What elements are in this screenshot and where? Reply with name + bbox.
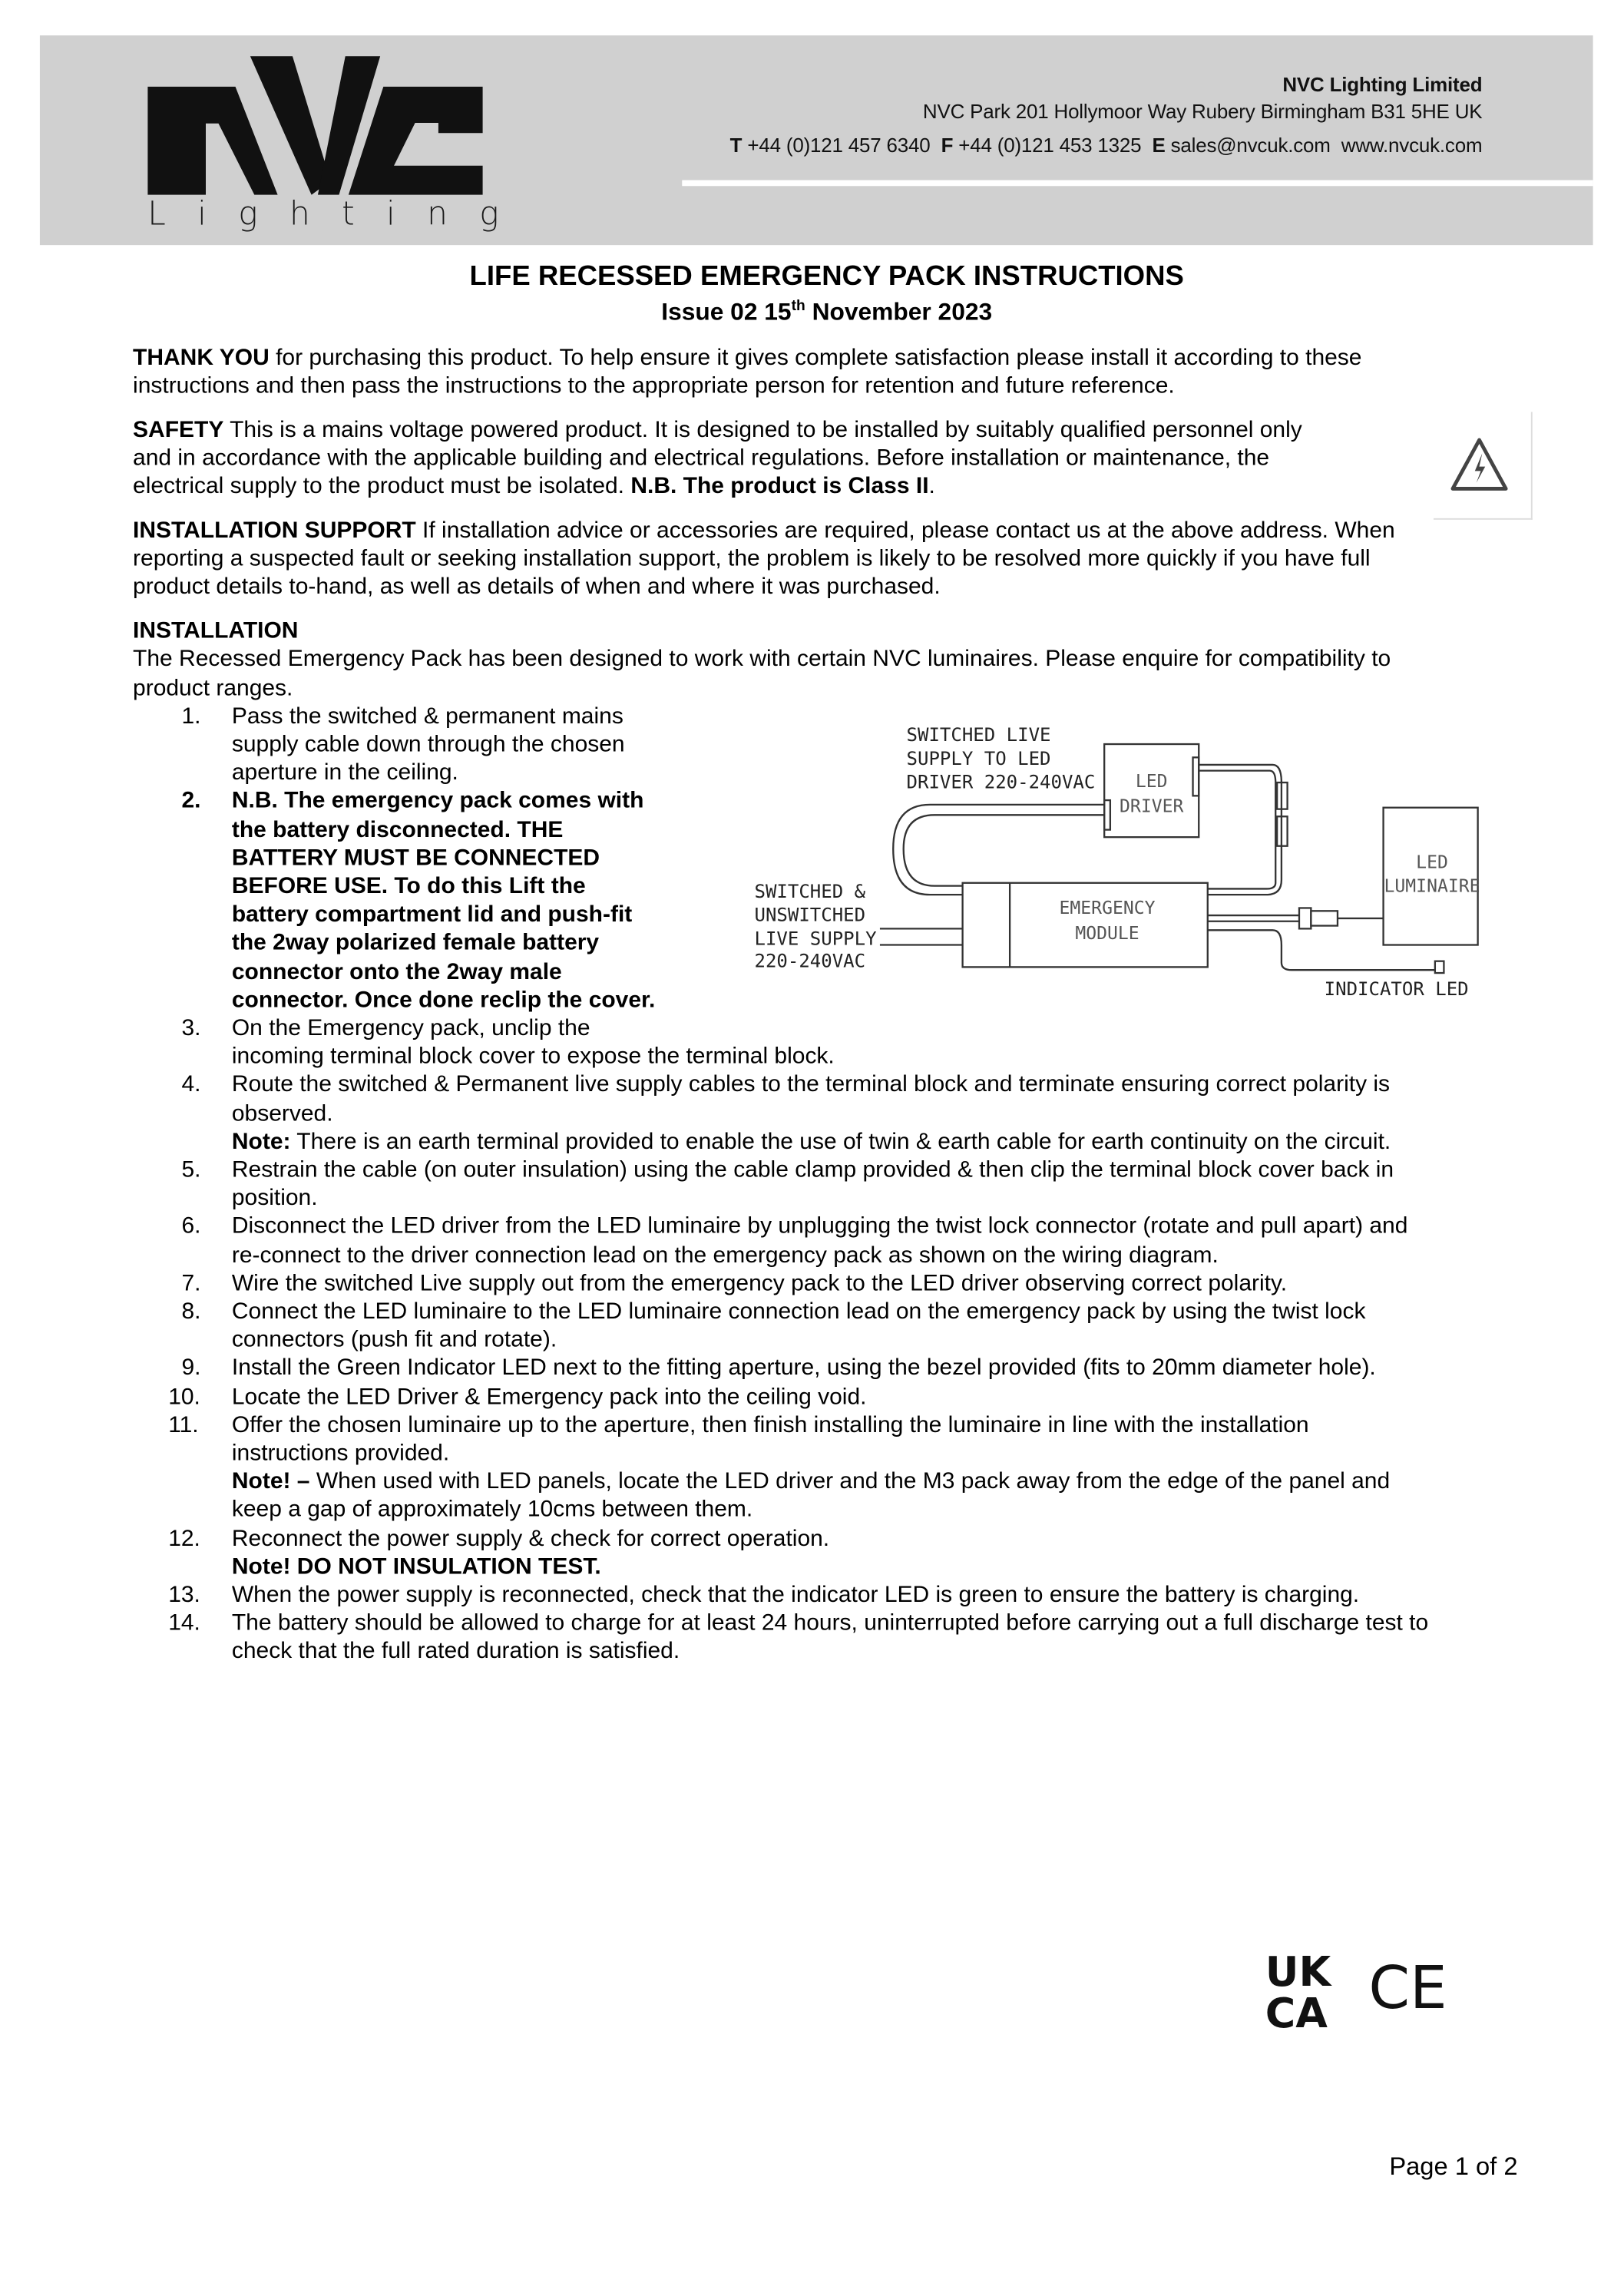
- luminaire-box-label: LUMINAIRE: [1384, 876, 1480, 897]
- safety-paragraph: [133, 416, 1550, 501]
- text-line: [232, 1553, 1550, 1581]
- step-number: 11.: [168, 1412, 199, 1438]
- driver-box-label: DRIVER: [1120, 796, 1184, 817]
- step-item: [133, 1411, 1550, 1525]
- text-line: [133, 574, 1550, 602]
- diagram-label: LIVE SUPPLY: [754, 928, 877, 950]
- company-contact: [730, 134, 1483, 157]
- bold-text: INSTALLATION SUPPORT: [133, 518, 416, 544]
- body-text: product details to-hand, as well as details of when and where it was purchased.: [133, 574, 941, 600]
- step-item: [133, 1610, 1550, 1666]
- body-text: aperture in the ceiling.: [231, 760, 458, 786]
- step-number: 4.: [181, 1072, 201, 1098]
- text-line: [232, 1213, 1550, 1241]
- bold-text: Note! DO NOT INSULATION TEST.: [231, 1554, 601, 1580]
- body-text: On the Emergency pack, unclip the: [231, 1015, 590, 1041]
- document-title: LIFE RECESSED EMERGENCY PACK INSTRUCTIONS: [469, 261, 1184, 293]
- text-line: [232, 1156, 1550, 1184]
- company-address: NVC Park 201 Hollymoor Way Rubery Birmingham B31 5HE UK: [922, 100, 1483, 123]
- text-line: [133, 646, 1550, 674]
- text-line: [232, 1610, 1550, 1638]
- body-text: electrical supply to the product must be isolated.: [133, 474, 631, 500]
- body-text: Offer the chosen luminaire up to the aperture, then finish installing the luminaire in line with the installation: [231, 1412, 1309, 1438]
- diagram-label: DRIVER 220-240VAC: [906, 771, 1096, 793]
- step-item: [133, 1355, 1550, 1383]
- text-line: [232, 1411, 1550, 1440]
- diagram-label: 220-240VAC: [754, 950, 866, 972]
- diagram-label: UNSWITCHED: [754, 904, 866, 926]
- body-text: Disconnect the LED driver from the LED luminaire by unplugging the twist lock connector (rotate and pull apart) and: [231, 1214, 1408, 1239]
- phone-label: T: [729, 134, 743, 157]
- text-line: [232, 1269, 1550, 1298]
- text-line: [232, 1355, 1550, 1383]
- body-text: There is an earth terminal provided to enable the use of twin & earth cable for earth continuity on the circuit.: [290, 1129, 1391, 1155]
- step-item: [133, 1269, 1550, 1298]
- text-line: [133, 517, 1550, 545]
- text-line: [232, 1440, 1550, 1468]
- body-text: and in accordance with the applicable building and electrical regulations. Before installation or maintenance, the: [133, 445, 1270, 471]
- text-line: [133, 545, 1550, 574]
- body-text: Install the Green Indicator LED next to the fitting aperture, using the bezel provided (fits to 20mm diameter hole).: [231, 1355, 1376, 1381]
- body-text: Reconnect the power supply & check for correct operation.: [231, 1526, 830, 1552]
- body-text: for purchasing this product. To help ensure it gives complete satisfaction please install it according to these: [269, 345, 1362, 371]
- bold-text: Note:: [231, 1129, 291, 1155]
- thank-you-paragraph: [133, 344, 1550, 401]
- ukca-mark-bottom: CA: [1265, 1988, 1328, 2035]
- step-item: [133, 1156, 1550, 1213]
- body-text: Locate the LED Driver & Emergency pack into the ceiling void.: [231, 1384, 867, 1410]
- luminaire-box-label: LED: [1416, 852, 1448, 873]
- body-text: If installation advice or accessories are required, please contact us at the above address. When: [415, 518, 1395, 544]
- issue-sup: th: [791, 298, 805, 315]
- bold-text: N.B. The product is Class II: [630, 474, 929, 500]
- body-text: keep a gap of approximately 10cms between them.: [231, 1497, 753, 1523]
- text-line: [232, 1468, 1550, 1497]
- issue-date: [0, 298, 1624, 326]
- body-text: The battery should be allowed to charge for at least 24 hours, uninterrupted before carrying out a full discharge test to: [231, 1611, 1429, 1636]
- text-line: [133, 372, 1550, 401]
- text-line: [232, 1383, 1550, 1411]
- installation-support-paragraph: [133, 517, 1550, 602]
- wiring-diagram: [738, 709, 1506, 1019]
- body-text: When used with LED panels, locate the LED driver and the M3 pack away from the edge of the panel and: [309, 1469, 1391, 1495]
- step-number: 12.: [168, 1526, 200, 1552]
- step-number: 1.: [181, 703, 201, 729]
- body-text: Restrain the cable (on outer insulation) using the cable clamp provided & then clip the terminal block cover back in: [231, 1157, 1394, 1183]
- intro-section: [133, 344, 1550, 703]
- body-text: incoming terminal block cover to expose the terminal block.: [231, 1044, 835, 1070]
- header-divider: [682, 180, 1593, 187]
- body-text: check that the full rated duration is satisfied.: [231, 1639, 680, 1665]
- diagram-label: SWITCHED LIVE: [906, 724, 1051, 746]
- step-number: 14.: [168, 1611, 200, 1636]
- step-number: 7.: [181, 1271, 201, 1296]
- indicator-led-label: INDICATOR LED: [1324, 978, 1469, 1000]
- bold-text: BATTERY MUST BE CONNECTED: [231, 845, 600, 871]
- step-number: 9.: [181, 1355, 201, 1381]
- step-number: 10.: [168, 1384, 200, 1410]
- text-line: [232, 1298, 1550, 1326]
- fax-number: +44 (0)121 453 1325: [958, 134, 1142, 157]
- body-text: This is a mains voltage powered product. It is designed to be installed by suitably qualified personnel only: [223, 417, 1302, 443]
- issue-prefix: Issue 02 15: [661, 299, 792, 326]
- module-box-label: MODULE: [1075, 923, 1139, 944]
- step-item: [133, 1298, 1550, 1355]
- text-line: [133, 674, 1550, 703]
- step-item: [133, 1383, 1550, 1411]
- body-text: .: [928, 474, 935, 500]
- text-line: [232, 1071, 1550, 1100]
- bold-text: N.B. The emergency pack comes with: [231, 789, 644, 815]
- driver-supply-label: [907, 724, 1096, 793]
- text-line: [133, 416, 1550, 445]
- text-line: [232, 1128, 1550, 1156]
- logo-wordmark: Lighting: [147, 196, 531, 233]
- text-line: [232, 1638, 1550, 1666]
- text-line: [232, 1241, 1550, 1269]
- body-text: When the power supply is reconnected, check that the indicator LED is green to ensure the battery is charging.: [231, 1583, 1360, 1608]
- body-text: product ranges.: [133, 675, 293, 701]
- body-text: instructions and then pass the instructions to the appropriate person for retention and future reference.: [133, 373, 1175, 399]
- bold-text: battery compartment lid and push-fit: [231, 902, 633, 928]
- company-name: NVC Lighting Limited: [1282, 74, 1483, 96]
- diagram-label: SUPPLY TO LED: [906, 747, 1051, 769]
- bold-text: connector onto the 2way male: [231, 958, 562, 984]
- step-number: 8.: [181, 1299, 201, 1325]
- step-item: [133, 1524, 1550, 1581]
- body-text: Connect the LED luminaire to the LED luminaire connection lead on the emergency pack by using the twist lock: [231, 1299, 1366, 1325]
- bold-text: Note! –: [231, 1469, 310, 1495]
- ukca-mark-top: UK: [1265, 1947, 1331, 1997]
- text-line: [133, 617, 1550, 646]
- bold-text: INSTALLATION: [133, 618, 299, 644]
- bold-text: BEFORE USE. To do this Lift the: [231, 874, 586, 899]
- step-number: 13.: [168, 1583, 200, 1608]
- step-item: [133, 1581, 1550, 1610]
- email-label: E: [1152, 134, 1166, 157]
- installation-paragraph: [133, 617, 1550, 703]
- text-line: [232, 1326, 1550, 1355]
- body-text: supply cable down through the chosen: [231, 732, 625, 758]
- text-line: [232, 1043, 1550, 1071]
- body-text: observed.: [231, 1100, 333, 1126]
- step-number: 3.: [181, 1015, 201, 1041]
- fax-label: F: [941, 134, 954, 157]
- ce-mark: CE: [1368, 1954, 1447, 2023]
- text-line: [232, 1581, 1550, 1610]
- body-text: position.: [231, 1186, 318, 1211]
- bold-text: THANK YOU: [133, 345, 270, 371]
- step-number: 6.: [181, 1214, 201, 1239]
- diagram-label: SWITCHED &: [754, 881, 866, 903]
- body-text: Wire the switched Live supply out from the emergency pack to the LED driver observing correct polarity.: [231, 1271, 1288, 1296]
- step-number: 2.: [181, 789, 201, 815]
- text-line: [232, 1524, 1550, 1553]
- step-item: [133, 1071, 1550, 1156]
- body-text: Pass the switched & permanent mains: [231, 703, 623, 729]
- body-text: connectors (push fit and rotate).: [231, 1327, 557, 1353]
- body-text: Route the switched & Permanent live supply cables to the terminal block and terminate ensuring correct polarity is: [231, 1072, 1391, 1098]
- website-link[interactable]: www.nvcuk.com: [1341, 134, 1483, 157]
- nvc-logo: [147, 56, 482, 195]
- body-text: instructions provided.: [231, 1441, 450, 1467]
- page-number: Page 1 of 2: [1389, 2152, 1518, 2181]
- step-number: 5.: [181, 1157, 201, 1183]
- text-line: [232, 1100, 1550, 1128]
- bold-text: the battery disconnected. THE: [231, 817, 564, 842]
- email-link[interactable]: sales@nvcuk.com: [1170, 134, 1331, 157]
- text-line: [232, 1497, 1550, 1525]
- phone-number: +44 (0)121 457 6340: [747, 134, 931, 157]
- bold-text: the 2way polarized female battery: [231, 930, 600, 956]
- issue-suffix: November 2023: [805, 299, 993, 326]
- text-line: [133, 344, 1550, 372]
- electrical-hazard-icon: [1434, 412, 1533, 519]
- module-box-label: EMERGENCY: [1059, 898, 1156, 919]
- text-line: [133, 473, 1550, 501]
- text-line: [232, 1184, 1550, 1213]
- step-item: [133, 1213, 1550, 1269]
- ukca-ce-marks: [1262, 1946, 1454, 2034]
- driver-box-label: LED: [1135, 771, 1168, 792]
- bold-text: connector. Once done reclip the cover.: [231, 987, 656, 1013]
- step-item: [133, 1014, 1550, 1071]
- mains-supply-label: [754, 881, 877, 971]
- text-line: [133, 445, 1550, 473]
- bold-text: SAFETY: [133, 417, 224, 443]
- body-text: The Recessed Emergency Pack has been designed to work with certain NVC luminaires. Please enquire for compatibility to: [133, 647, 1391, 673]
- body-text: re-connect to the driver connection lead on the emergency pack as shown on the wiring diagram.: [231, 1242, 1219, 1268]
- body-text: reporting a suspected fault or seeking installation support, the problem is likely to be resolved more quickly if you have full: [133, 546, 1371, 572]
